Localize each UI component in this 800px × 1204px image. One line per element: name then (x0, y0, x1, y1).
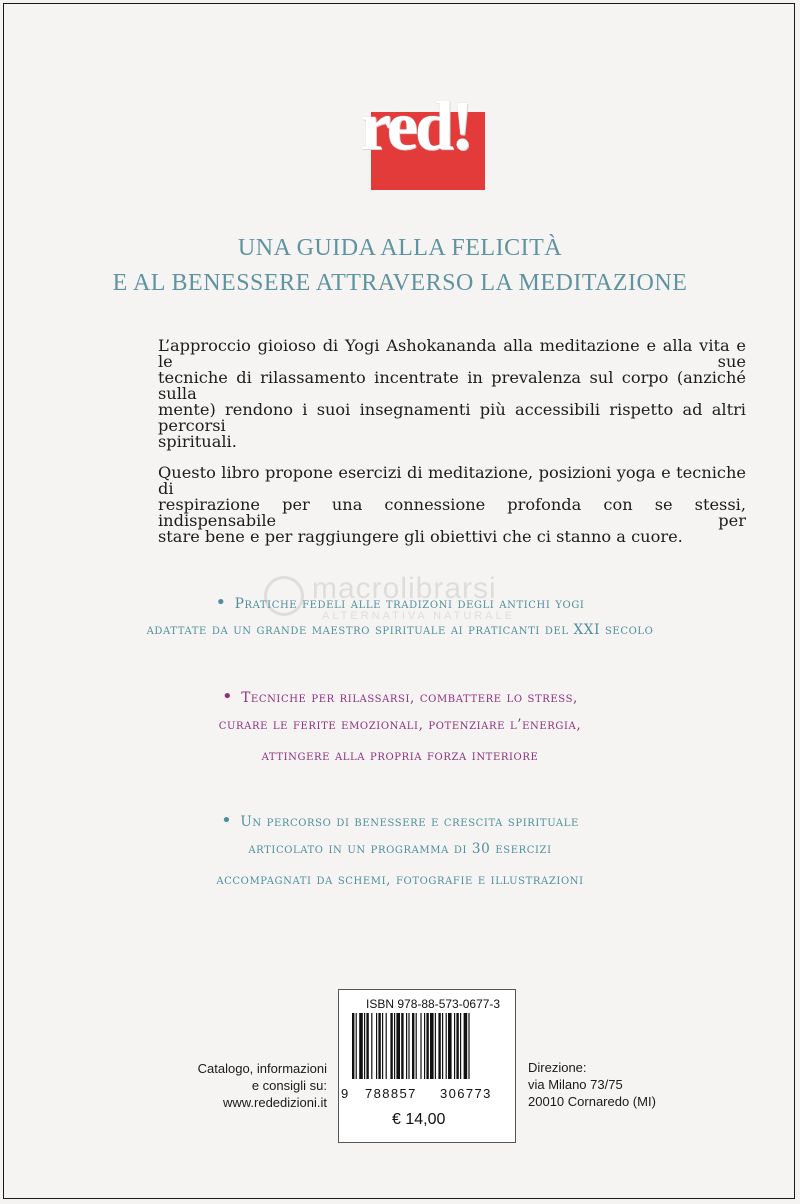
bullet-dot-icon: • (221, 810, 233, 831)
body-paragraph-1-line-4: spirituali. (158, 432, 237, 451)
bullet-1-line-1 (0, 594, 800, 612)
body-paragraph-2-line-1: Questo libro propone esercizi di meditazione, posizioni yoga e tecniche di (158, 463, 746, 499)
address-line-1: Direzione: (528, 1060, 587, 1075)
bullet-2-line-3: attingere alla propria forza interiore (261, 748, 539, 764)
bullet-2-line-2: curare le ferite emozionali, potenziare l’energia, (218, 717, 582, 733)
body-paragraph-2-line-2: respirazione per una connessione profonda con se stessi, indispensabile per (158, 495, 746, 531)
body-paragraph-1-line-1: L’approccio gioioso di Yogi Ashokananda alla meditazione e alla vita e le sue (158, 336, 746, 372)
body-paragraph-1-line-2: tecniche di rilassamento incentrate in prevalenza sul corpo (anziché sulla (158, 368, 746, 404)
body-paragraph-2-line-3: stare bene e per raggiungere gli obiettivi che ci stanno a cuore. (158, 527, 683, 546)
catalog-info-line-1: Catalogo, informazioni (197, 1061, 327, 1076)
bullet-3-line-1 (0, 812, 800, 830)
publisher-address (528, 1059, 656, 1110)
isbn-label: ISBN 978-88-573-0677-3 (366, 997, 501, 1011)
catalog-info-line-2: e consigli su: (251, 1078, 327, 1093)
publisher-website: www.rededizioni.it (222, 1095, 327, 1110)
bullet-3-line-2: articolato in un programma di 30 esercizi (248, 841, 552, 857)
bullet-dot-icon: • (215, 592, 227, 613)
headline-line-2: E AL BENESSERE ATTRAVERSO LA MEDITAZIONE (112, 270, 688, 296)
bullet-1-line-1-text: Pratiche fedeli alle tradizoni degli antichi yogi (234, 596, 585, 612)
price: € 14,00 (392, 1111, 446, 1128)
publisher-logo-text: red! (360, 88, 472, 165)
watermark-main-text: macrolibrarsi (312, 572, 497, 605)
barcode-group-right: 306773 (440, 1086, 492, 1101)
address-line-2: via Milano 73/75 (528, 1077, 623, 1092)
barcode-digit-first: 9 (341, 1086, 349, 1101)
address-line-3: 20010 Cornaredo (MI) (528, 1094, 656, 1109)
catalog-info (198, 1060, 327, 1111)
headline-line-1: UNA GUIDA ALLA FELICITÀ (237, 235, 563, 261)
bullet-3-line-3: accompagnati da schemi, fotografie e illustrazioni (216, 872, 584, 888)
body-paragraph-1-line-3: mente) rendono i suoi insegnamenti più accessibili rispetto ad altri percorsi (158, 400, 746, 436)
bullet-2-line-1 (0, 688, 800, 706)
bullet-dot-icon: • (222, 686, 234, 707)
barcode-icon (352, 1013, 508, 1079)
bullet-1-line-2: adattate da un grande maestro spirituale ai praticanti del XXI secolo (146, 622, 654, 638)
bullet-3-line-1-text: Un percorso di benessere e crescita spirituale (240, 814, 579, 830)
watermark-sub-text: ALTERNATIVA NATURALE (322, 610, 516, 622)
barcode-group-left: 788857 (365, 1086, 417, 1101)
bullet-2-line-1-text: Tecniche per rilassarsi, combattere lo stress, (241, 690, 578, 706)
